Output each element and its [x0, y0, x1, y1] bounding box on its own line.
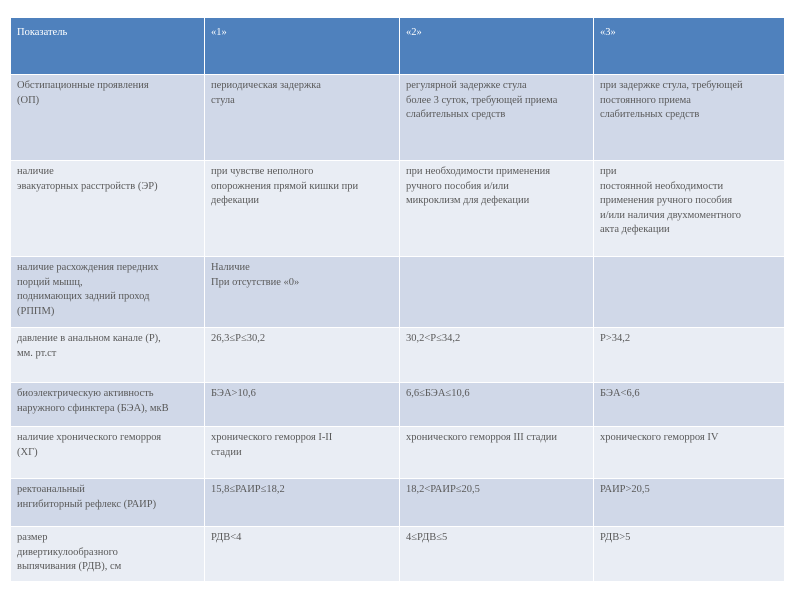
table-cell: при необходимости применения ручного пособия и/или микроклизм для дефекации	[400, 161, 594, 257]
table-cell: Наличие При отсутствие «0»	[205, 257, 400, 328]
table-cell: РДВ>5	[594, 527, 785, 582]
table-cell: наличие эвакуаторных расстройств (ЭР)	[11, 161, 205, 257]
table-cell: ректоанальный ингибиторный рефлекс (РАИР)	[11, 479, 205, 527]
table-cell: регулярной задержке стула более 3 суток, требующей приема слабительных средств	[400, 75, 594, 161]
table-cell: 4≤РДВ≤5	[400, 527, 594, 582]
table-cell: хронического геморроя I-II стадии	[205, 427, 400, 479]
table-cell: БЭА<6,6	[594, 383, 785, 427]
table-row	[11, 257, 785, 328]
header-cell-grade-1: «1»	[205, 18, 400, 75]
table-cell: РДВ<4	[205, 527, 400, 582]
table-cell: хронического геморроя III стадии	[400, 427, 594, 479]
table-cell: БЭА>10,6	[205, 383, 400, 427]
table-cell: при постоянной необходимости применения ручного пособия и/или наличия двухмоментного акта дефекации	[594, 161, 785, 257]
table-cell: наличие расхождения передних порций мышц, поднимающих задний проход (РППМ)	[11, 257, 205, 328]
table-row	[11, 527, 785, 582]
table-cell: периодическая задержка стула	[205, 75, 400, 161]
table-cell: 18,2<РАИР≤20,5	[400, 479, 594, 527]
header-cell-grade-3: «3»	[594, 18, 785, 75]
header-cell-grade-2: «2»	[400, 18, 594, 75]
table-row	[11, 427, 785, 479]
table-row	[11, 383, 785, 427]
header-row	[11, 18, 785, 75]
table-cell: размер дивертикулообразного выпячивания (РДВ), см	[11, 527, 205, 582]
table-cell: хронического геморроя IV	[594, 427, 785, 479]
table-cell: давление в анальном канале (Р), мм. рт.ст	[11, 328, 205, 383]
table-cell	[594, 257, 785, 328]
table-cell: Р>34,2	[594, 328, 785, 383]
table-cell: 30,2<Р≤34,2	[400, 328, 594, 383]
table-cell: 26,3≤Р≤30,2	[205, 328, 400, 383]
criteria-table	[10, 17, 785, 582]
header-cell-indicator: Показатель	[11, 18, 205, 75]
table-cell: наличие хронического геморроя (ХГ)	[11, 427, 205, 479]
table-row	[11, 328, 785, 383]
table-cell: 15,8≤РАИР≤18,2	[205, 479, 400, 527]
table-row	[11, 75, 785, 161]
table-cell: Обстипационные проявления (ОП)	[11, 75, 205, 161]
table-row	[11, 479, 785, 527]
table-cell: РАИР>20,5	[594, 479, 785, 527]
table-cell: 6,6≤БЭА≤10,6	[400, 383, 594, 427]
table-cell: биоэлектрическую активность наружного сфинктера (БЭА), мкВ	[11, 383, 205, 427]
table-row	[11, 161, 785, 257]
table-cell	[400, 257, 594, 328]
table-cell: при чувстве неполного опорожнения прямой кишки при дефекации	[205, 161, 400, 257]
table-cell: при задержке стула, требующей постоянного приема слабительных средств	[594, 75, 785, 161]
